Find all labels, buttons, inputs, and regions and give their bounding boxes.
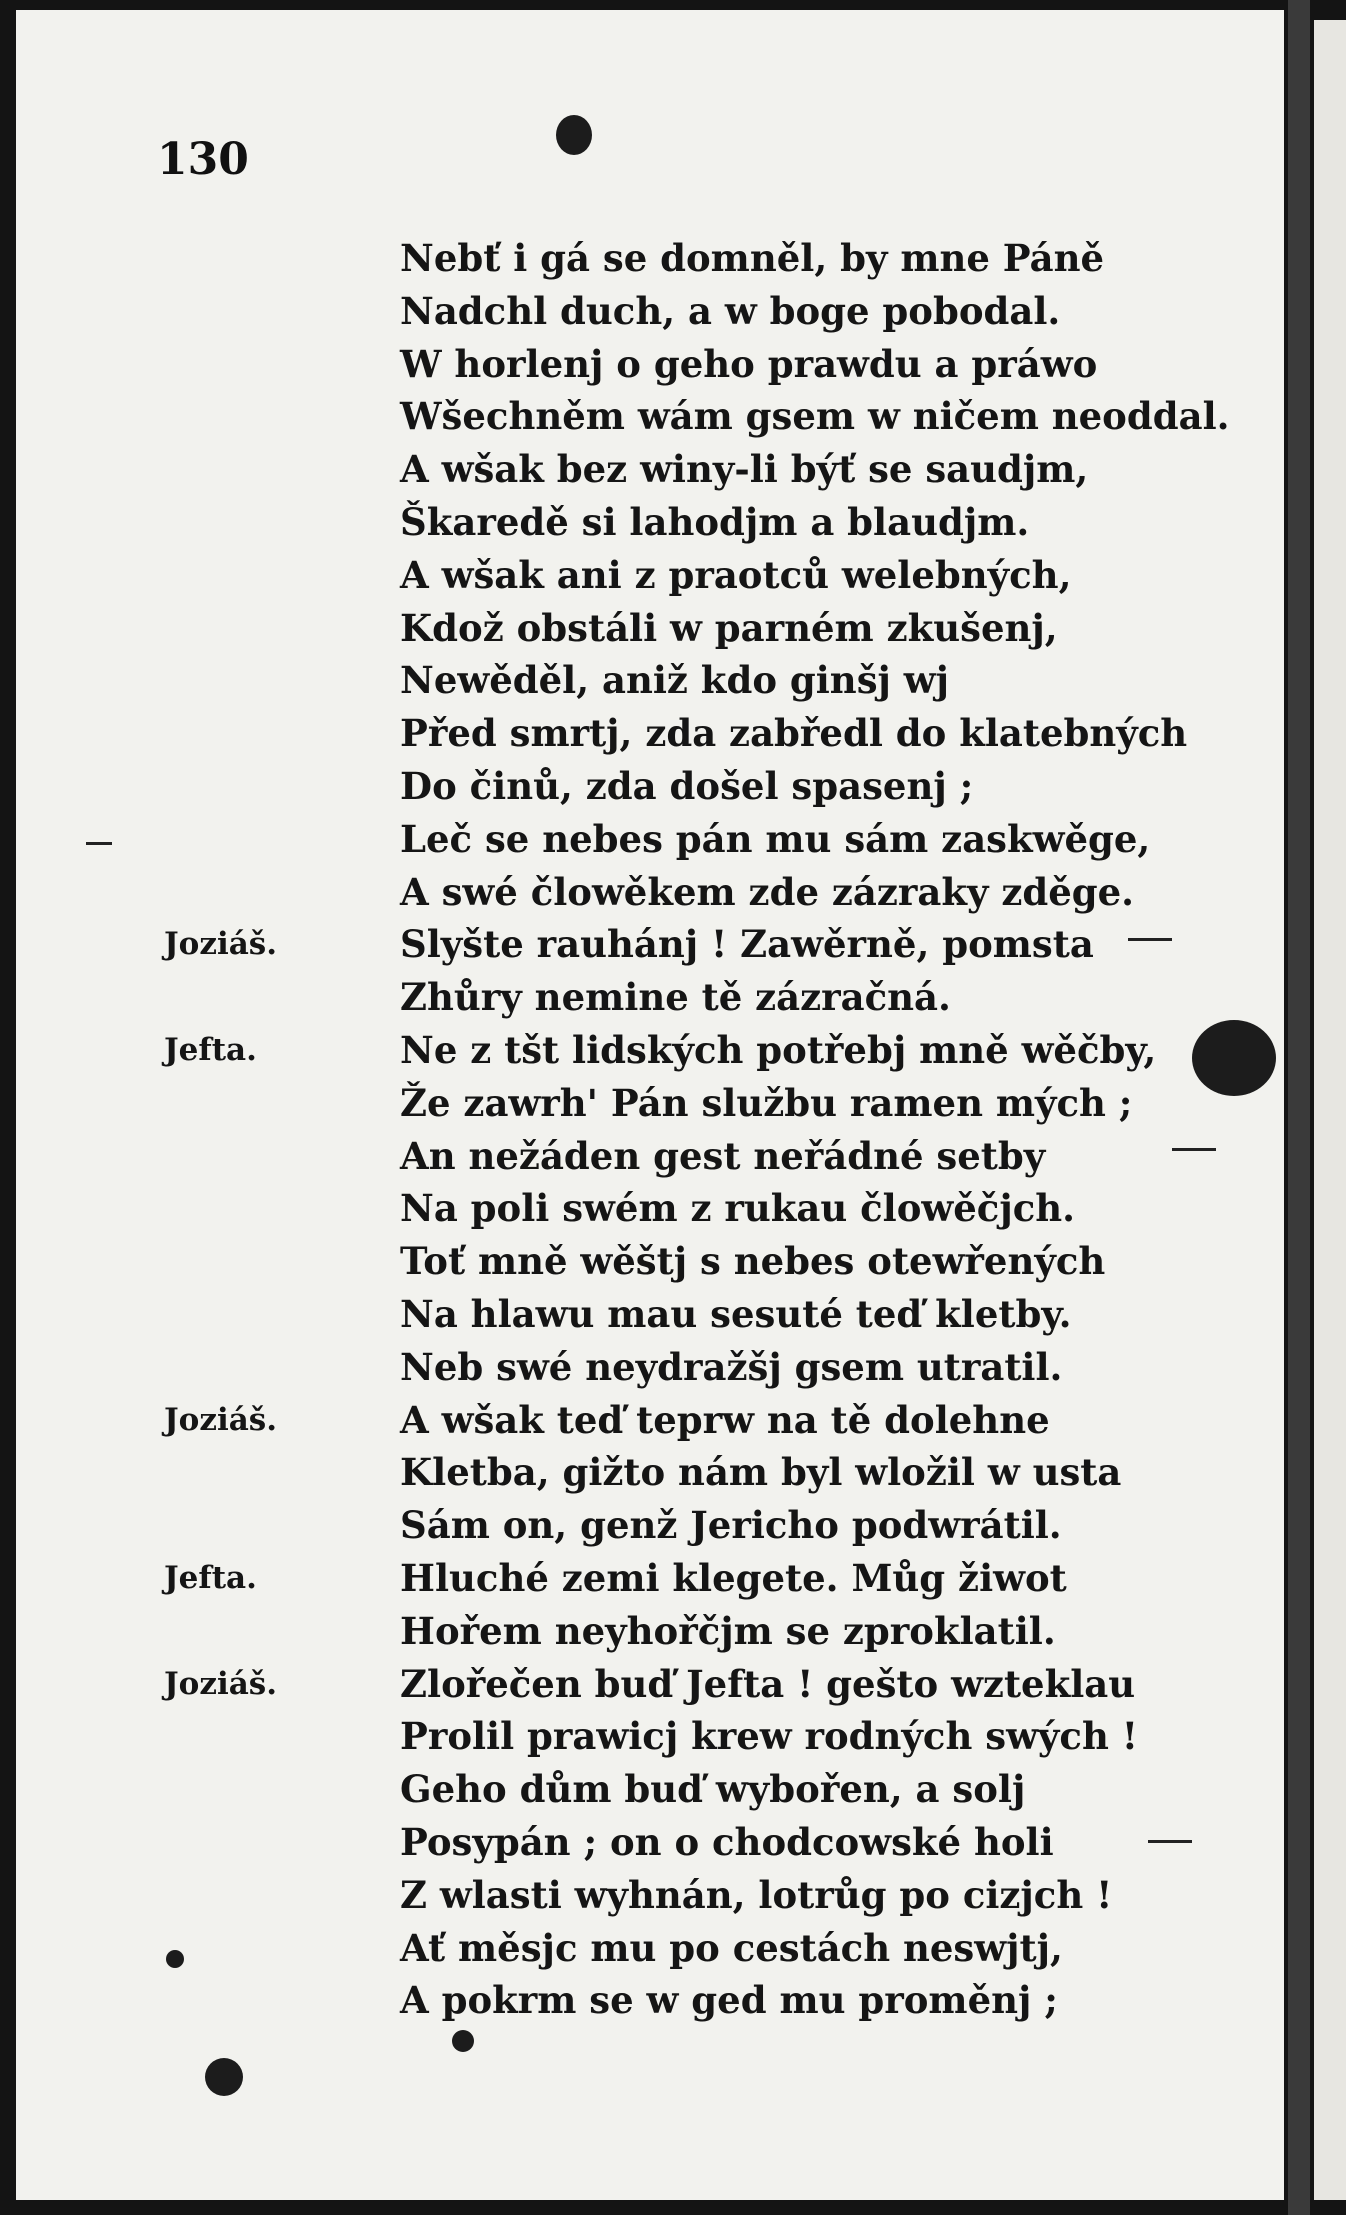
verse-line: A wšak teď teprw na tě dolehne (400, 1397, 1050, 1442)
verse-line: Hluché zemi klegete. Můg žiwot (400, 1555, 1067, 1600)
verse-line: Nadchl duch, a w boge pobodal. (400, 288, 1061, 333)
verse-line: Do činů, zda došel spasenj ; (400, 763, 974, 808)
ink-blot (556, 115, 592, 155)
speaker-label: Jefta. (164, 1032, 257, 1068)
verse-line: Geho dům buď wybořen, a solj (400, 1767, 1026, 1812)
verse-line: Hořem neyhořčjm se zproklatil. (400, 1608, 1056, 1653)
verse-line: A pokrm se w ged mu proměnj ; (400, 1978, 1058, 2023)
verse-line: An nežáden gest neřádné setby (400, 1133, 1046, 1178)
verse-line: Newěděl, aniž kdo ginšj wj (400, 658, 950, 703)
speaker-label: Jefta. (164, 1560, 257, 1596)
verse-line: Toť mně wěštj s nebes otewřených (400, 1239, 1106, 1284)
verse-line: Ne z tšt lidských potřebj mně wěčby, (400, 1027, 1157, 1072)
print-mark (86, 842, 112, 845)
verse-line: Sám on, genž Jericho podwrátil. (400, 1503, 1062, 1548)
speaker-label: Joziáš. (164, 926, 278, 963)
speaker-label: Joziáš. (164, 1665, 278, 1702)
verse-line: Nebť i gá se domněl, by mne Páně (400, 236, 1105, 280)
verse-line: A wšak bez winy-li býť se saudjm, (400, 447, 1089, 492)
verse-line: Škaredě si lahodjm a blaudjm. (400, 499, 1030, 544)
verse-line: A swé člowěkem zde zázraky zděge. (400, 869, 1135, 914)
verse-line: Posypán ; on o chodcowské holi (400, 1819, 1054, 1864)
verse-line: Slyšte rauhánj ! Zawěrně, pomsta (400, 922, 1094, 967)
verse-line: A wšak ani z praotců welebných, (400, 552, 1072, 597)
verse-line: Prolil prawicj krew rodných swých ! (400, 1714, 1138, 1759)
ink-blot (452, 2030, 474, 2052)
verse-line: Kletba, gižto nám byl wložil w usta (400, 1450, 1122, 1495)
speaker-label: Joziáš. (164, 1401, 278, 1438)
verse-line: Na poli swém z rukau člowěčjch. (400, 1186, 1076, 1231)
facing-page-edge (1314, 20, 1346, 2200)
print-mark (1172, 1148, 1216, 1151)
page-number: 130 (157, 134, 249, 185)
ink-blot (205, 2058, 243, 2096)
verse-line: Wšechněm wám gsem w ničem neoddal. (400, 394, 1230, 439)
verse-line: Zhůry nemine tě zázračná. (400, 975, 951, 1020)
verse-text (400, 232, 1230, 2027)
print-mark (1148, 1840, 1192, 1843)
verse-line: Zlořečen buď Jefta ! gešto wzteklau (400, 1661, 1136, 1706)
verse-line: Neb swé neydražšj gsem utratil. (400, 1344, 1063, 1389)
verse-line: Kdož obstáli w parném zkušenj, (400, 605, 1058, 650)
ink-blot (1192, 1020, 1276, 1096)
verse-line: Leč se nebes pán mu sám zaskwěge, (400, 816, 1151, 861)
verse-line: Na hlawu mau sesuté teď kletby. (400, 1291, 1072, 1336)
verse-line: Před smrtj, zda zabředl do klatebných (400, 711, 1188, 756)
book-spine (1288, 0, 1310, 2215)
verse-line: Ať měsjc mu po cestách neswjtj, (400, 1925, 1063, 1970)
verse-line: W horlenj o geho prawdu a práwo (400, 341, 1098, 386)
verse-line: Z wlasti wyhnán, lotrůg po cizjch ! (400, 1872, 1113, 1917)
print-mark (1128, 938, 1172, 941)
verse-line: Že zawrh' Pán službu ramen mých ; (400, 1080, 1133, 1125)
ink-blot (166, 1950, 184, 1968)
